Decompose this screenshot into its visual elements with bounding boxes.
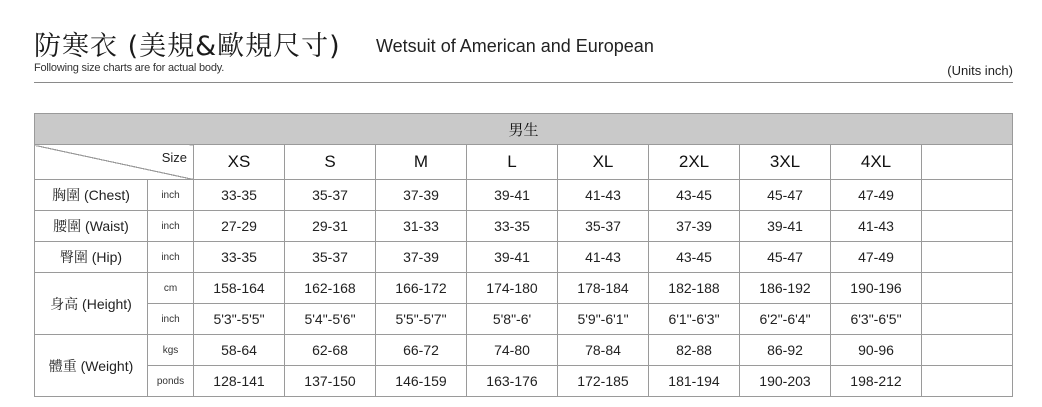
table-cell: 128-141 — [194, 366, 285, 397]
size-header-cell: XS — [194, 145, 285, 180]
table-cell: 45-47 — [740, 180, 831, 211]
unit-label: inch — [148, 304, 194, 335]
table-cell: 62-68 — [285, 335, 376, 366]
table-cell: 35-37 — [558, 211, 649, 242]
units-note: (Units inch) — [947, 63, 1013, 78]
table-cell: 5'5"-5'7" — [376, 304, 467, 335]
table-cell: 41-43 — [831, 211, 922, 242]
table-cell: 158-164 — [194, 273, 285, 304]
table-cell: 82-88 — [649, 335, 740, 366]
table-cell: 37-39 — [376, 180, 467, 211]
table-cell: 186-192 — [740, 273, 831, 304]
table-cell: 6'2"-6'4" — [740, 304, 831, 335]
table-cell: 43-45 — [649, 242, 740, 273]
table-cell: 6'3"-6'5" — [831, 304, 922, 335]
table-cell: 190-196 — [831, 273, 922, 304]
page-title-english: Wetsuit of American and European — [376, 36, 654, 56]
size-header-cell: L — [467, 145, 558, 180]
table-cell: 182-188 — [649, 273, 740, 304]
page-title: 防寒衣 (美規&歐規尺寸) — [34, 31, 341, 62]
table-cell: 74-80 — [467, 335, 558, 366]
gender-label: 男生 — [35, 114, 1013, 145]
table-cell: 137-150 — [285, 366, 376, 397]
size-corner-cell — [35, 145, 194, 180]
table-cell: 162-168 — [285, 273, 376, 304]
size-header-cell: M — [376, 145, 467, 180]
table-row — [35, 304, 1013, 335]
table-cell: 31-33 — [376, 211, 467, 242]
table-cell: 45-47 — [740, 242, 831, 273]
table-cell: 39-41 — [740, 211, 831, 242]
size-header-empty-cell — [922, 145, 1013, 180]
table-cell: 178-184 — [558, 273, 649, 304]
unit-label: inch — [148, 180, 194, 211]
table-cell: 39-41 — [467, 180, 558, 211]
unit-label: kgs — [148, 335, 194, 366]
empty-cell — [922, 242, 1013, 273]
table-cell: 35-37 — [285, 242, 376, 273]
measurement-label: 體重 (Weight) — [35, 335, 148, 397]
measurement-label: 腰圍 (Waist) — [35, 211, 148, 242]
measurement-label: 胸圍 (Chest) — [35, 180, 148, 211]
table-cell: 33-35 — [194, 180, 285, 211]
table-cell: 33-35 — [467, 211, 558, 242]
empty-cell — [922, 304, 1013, 335]
table-cell: 163-176 — [467, 366, 558, 397]
table-cell: 5'4"-5'6" — [285, 304, 376, 335]
table-row — [35, 211, 1013, 242]
table-cell: 166-172 — [376, 273, 467, 304]
table-cell: 41-43 — [558, 180, 649, 211]
table-cell: 66-72 — [376, 335, 467, 366]
table-cell: 6'1"-6'3" — [649, 304, 740, 335]
table-cell: 47-49 — [831, 242, 922, 273]
table-cell: 35-37 — [285, 180, 376, 211]
size-header-cell: 4XL — [831, 145, 922, 180]
size-header-row — [35, 145, 1013, 180]
table-row — [35, 273, 1013, 304]
table-cell: 29-31 — [285, 211, 376, 242]
unit-label: inch — [148, 242, 194, 273]
unit-label: cm — [148, 273, 194, 304]
table-cell: 146-159 — [376, 366, 467, 397]
empty-cell — [922, 273, 1013, 304]
table-cell: 86-92 — [740, 335, 831, 366]
size-chart-body — [35, 180, 1013, 397]
table-cell: 5'9"-6'1" — [558, 304, 649, 335]
table-cell: 39-41 — [467, 242, 558, 273]
table-cell: 172-185 — [558, 366, 649, 397]
table-cell: 5'8"-6' — [467, 304, 558, 335]
size-chart-table — [34, 113, 1013, 397]
size-header-cell: S — [285, 145, 376, 180]
table-cell: 174-180 — [467, 273, 558, 304]
table-row — [35, 242, 1013, 273]
empty-cell — [922, 335, 1013, 366]
table-cell: 58-64 — [194, 335, 285, 366]
table-cell: 41-43 — [558, 242, 649, 273]
table-row — [35, 180, 1013, 211]
table-row — [35, 335, 1013, 366]
measurement-label: 臀圍 (Hip) — [35, 242, 148, 273]
empty-cell — [922, 366, 1013, 397]
size-header-cell: 3XL — [740, 145, 831, 180]
empty-cell — [922, 211, 1013, 242]
table-cell: 43-45 — [649, 180, 740, 211]
page-subtitle: Following size charts are for actual body. — [34, 62, 225, 74]
unit-label: inch — [148, 211, 194, 242]
table-cell: 37-39 — [649, 211, 740, 242]
table-cell: 181-194 — [649, 366, 740, 397]
size-label: Size — [161, 150, 187, 165]
table-cell: 5'3"-5'5" — [194, 304, 285, 335]
table-cell: 33-35 — [194, 242, 285, 273]
table-cell: 78-84 — [558, 335, 649, 366]
table-cell: 27-29 — [194, 211, 285, 242]
measurement-label: 身高 (Height) — [35, 273, 148, 335]
table-cell: 190-203 — [740, 366, 831, 397]
size-header-cell: XL — [558, 145, 649, 180]
table-cell: 47-49 — [831, 180, 922, 211]
unit-label: ponds — [148, 366, 194, 397]
size-header-cell: 2XL — [649, 145, 740, 180]
header-divider — [34, 82, 1013, 83]
table-row — [35, 366, 1013, 397]
table-cell: 90-96 — [831, 335, 922, 366]
gender-header-row — [35, 114, 1013, 145]
table-cell: 198-212 — [831, 366, 922, 397]
empty-cell — [922, 180, 1013, 211]
table-cell: 37-39 — [376, 242, 467, 273]
